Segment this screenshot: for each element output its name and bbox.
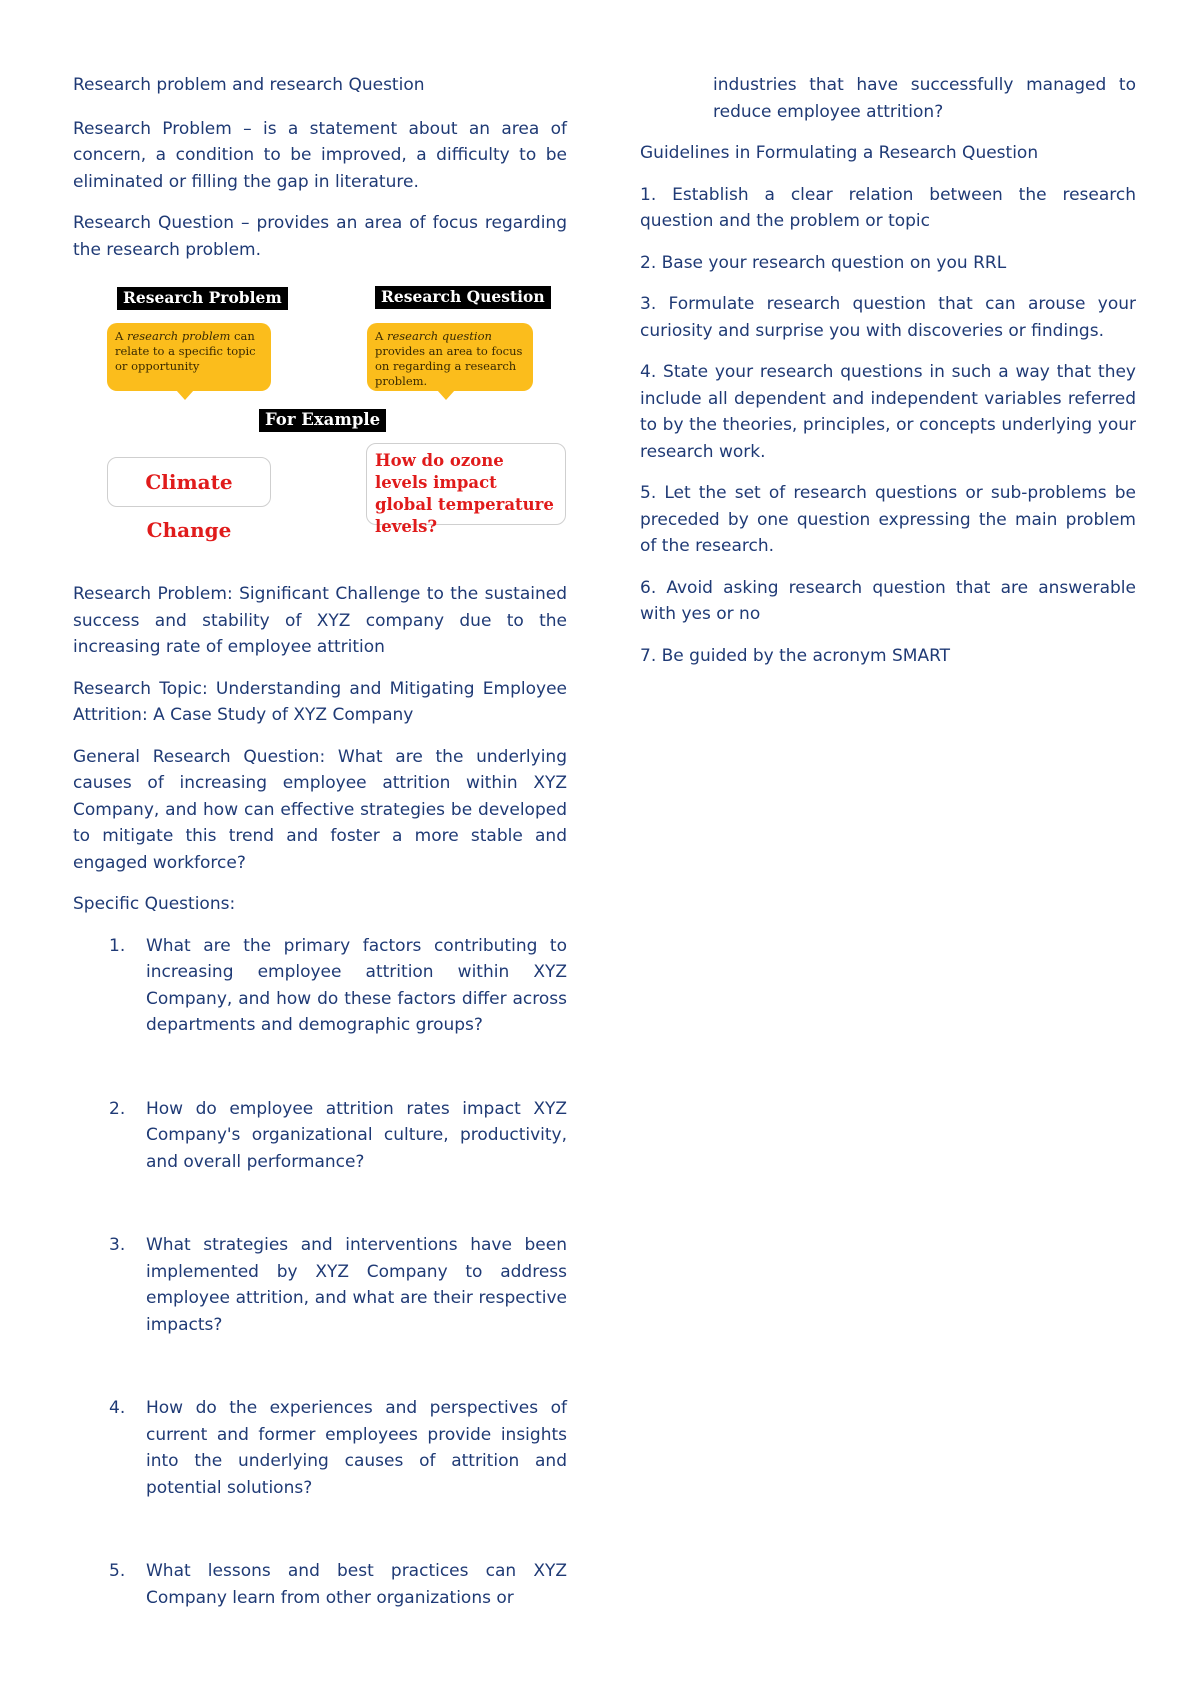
- bubble-text: provides an area to focus on regarding a research problem.: [375, 344, 523, 388]
- guideline-item: 2. Base your research question on you RRL: [640, 252, 1007, 273]
- guidelines-heading: Guidelines in Formulating a Research Question: [640, 143, 1039, 163]
- bubble-text: A: [375, 329, 387, 343]
- diagram-label-research-problem: Research Problem: [117, 287, 288, 310]
- bubble-text-em: research problem: [126, 329, 231, 343]
- list-item-text: How do the experiences and perspectives of current and former employees provide insights into the underlying causes of attrition and potential solutions?: [146, 1398, 567, 1498]
- list-item-text: What lessons and best practices can XYZ Company learn from other organizations or: [146, 1561, 567, 1608]
- diagram-label-for-example: For Example: [259, 409, 386, 432]
- research-question-bubble: [367, 323, 533, 391]
- bubble-text: A: [115, 329, 127, 343]
- list-number: 4.: [109, 1398, 126, 1418]
- list-number: 5.: [109, 1561, 126, 1581]
- example-research-problem: Research Problem: Significant Challenge to the sustained success and stability of XYZ company due to the increasing rate of employee attrition: [73, 584, 567, 657]
- specific-questions-heading: Specific Questions:: [73, 894, 236, 914]
- guideline-item: 3. Formulate research question that can arouse your curiosity and surprise you with discoveries or findings.: [640, 294, 1136, 341]
- list-item: [73, 1096, 567, 1176]
- guideline-item: 7. Be guided by the acronym SMART: [640, 645, 951, 666]
- list-number: 1.: [109, 935, 126, 956]
- list-item-text: How do employee attrition rates impact XYZ Company's organizational culture, productivity, and overall performance?: [146, 1098, 567, 1172]
- list-item: [73, 933, 567, 1039]
- bubble-text-em: research question: [386, 329, 492, 343]
- guideline-item: 6. Avoid asking research question that are answerable with yes or no: [640, 577, 1136, 624]
- example-question-box: How do ozone levels impact global temperature levels?: [366, 443, 566, 525]
- list-item-text: What strategies and interventions have been implemented by XYZ Company to address employee attrition, and what are their respective impacts?: [146, 1235, 567, 1335]
- list-item: [73, 1395, 567, 1501]
- bubble-text: can relate to a specific topic or opportunity: [115, 329, 256, 373]
- list-item: [73, 1558, 567, 1611]
- example-research-topic: Research Topic: Understanding and Mitigating Employee Attrition: A Case Study of XYZ Company: [73, 678, 567, 725]
- diagram-label-research-question: Research Question: [375, 286, 551, 309]
- guideline-item: 5. Let the set of research questions or sub-problems be preceded by one question expressing the main problem of the research.: [640, 483, 1136, 556]
- page-title: Research problem and research Question: [73, 75, 425, 95]
- right-column: [640, 72, 1136, 684]
- specific-questions-list: [73, 933, 567, 1612]
- guideline-item: 4. State your research questions in such a way that they include all dependent and independent variables referred to by the theories, principles, or concepts underlying your research work.: [640, 362, 1136, 462]
- problem-vs-question-diagram: [73, 283, 567, 563]
- question-5-continuation: industries that have successfully managed to reduce employee attrition?: [713, 75, 1136, 122]
- left-column: [73, 72, 567, 1611]
- list-number: 2.: [109, 1098, 126, 1119]
- research-question-definition: Research Question – provides an area of focus regarding the research problem.: [73, 213, 567, 260]
- example-problem-box: Climate Change: [107, 457, 271, 507]
- research-problem-bubble: [107, 323, 271, 391]
- general-research-question: General Research Question: What are the underlying causes of increasing employee attrition within XYZ Company, and how can effective strategies be developed to mitigate this trend and foster a more stable and engaged workforce?: [73, 746, 567, 873]
- guideline-item: 1. Establish a clear relation between the research question and the problem or topic: [640, 184, 1136, 231]
- research-problem-definition: Research Problem – is a statement about an area of concern, a condition to be improved, a difficulty to be eliminated or filling the gap in literature.: [73, 118, 567, 192]
- list-item-text: What are the primary factors contributing to increasing employee attrition within XYZ Company, and how do these factors differ across departments and demographic groups?: [146, 935, 567, 1035]
- list-number: 3.: [109, 1235, 126, 1255]
- list-item: [73, 1232, 567, 1338]
